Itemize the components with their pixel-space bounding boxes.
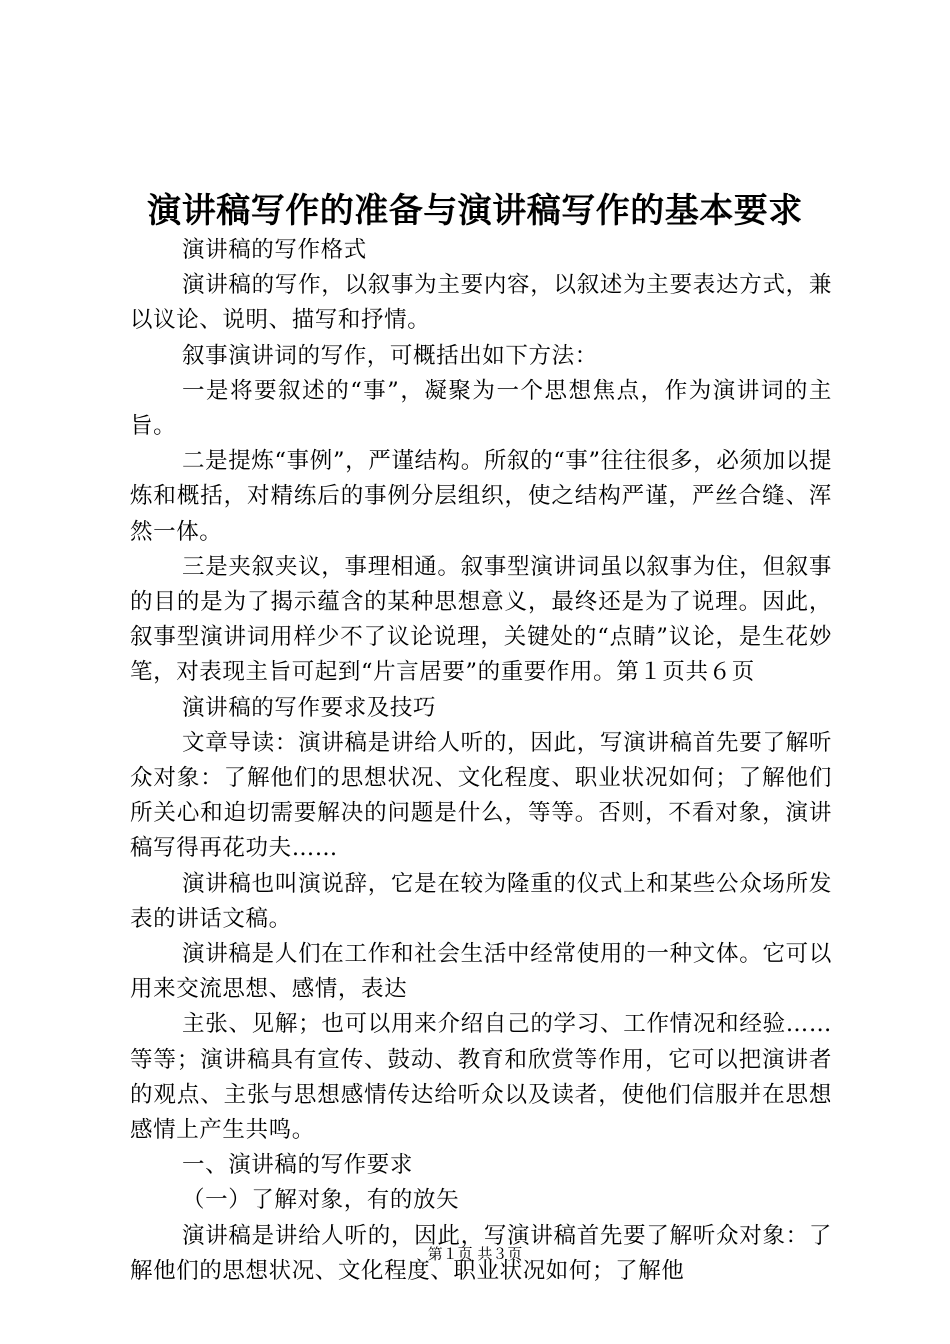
paragraph: 演讲稿是人们在工作和社会生活中经常使用的一种文体。它可以用来交流思想、感情，表达 <box>130 941 832 1003</box>
document-title: 演讲稿写作的准备与演讲稿写作的基本要求 <box>147 191 803 231</box>
paragraph: 三是夹叙夹议，事理相通。叙事型演讲词虽以叙事为住，但叙事的目的是为了揭示蕴含的某种思想意义，最终还是为了说理。因此，叙事型演讲词用样少不了议论说理，关键处的“点睛”议论，是生花妙笔，对表现主旨可起到“片言居要”的重要作用。第１页共６页 <box>130 553 832 686</box>
paragraph: 二是提炼“事例”，严谨结构。所叙的“事”往往很多，必须加以提炼和概括，对精练后的事例分层组织，使之结构严谨，严丝合缝、浑然一体。 <box>130 448 832 545</box>
document-body <box>130 233 832 1289</box>
section-heading: 演讲稿的写作要求及技巧 <box>182 694 437 721</box>
paragraph: 主张、见解；也可以用来介绍自己的学习、工作情况和经验……等等；演讲稿具有宣传、鼓动、教育和欣赏等作用，它可以把演讲者的观点、主张与思想感情传达给听众以及读者，使他们信服并在思想感情上产生共鸣。 <box>130 1011 832 1144</box>
paragraph: 演讲稿也叫演说辞，它是在较为隆重的仪式上和某些公众场所发表的讲话文稿。 <box>130 870 832 932</box>
paragraph: 一是将要叙述的“事”，凝聚为一个思想焦点，作为演讲词的主旨。 <box>130 377 832 440</box>
paragraph: 叙事演讲词的写作，可概括出如下方法： <box>182 342 598 369</box>
paragraph: 演讲稿的写作格式 <box>182 237 367 263</box>
page-footer: 第１页 共３页 <box>427 1245 523 1263</box>
paragraph: 文章导读：演讲稿是讲给人听的，因此，写演讲稿首先要了解听众对象：了解他们的思想状况、文化程度、职业状况如何；了解他们所关心和迫切需要解决的问题是什么，等等。否则，不看对象，演讲稿写得再花功夫…… <box>130 729 832 862</box>
subsection-heading: （一）了解对象，有的放矢 <box>182 1187 460 1214</box>
section-heading: 一、演讲稿的写作要求 <box>182 1152 414 1179</box>
paragraph: 演讲稿是讲给人听的，因此，写演讲稿首先要了解听众对象：了解他们的思想状况、文化程度、职业状况如何；了解他 <box>130 1222 832 1284</box>
paragraph: 演讲稿的写作，以叙事为主要内容，以叙述为主要表达方式，兼以议论、说明、描写和抒情。 <box>130 272 832 334</box>
